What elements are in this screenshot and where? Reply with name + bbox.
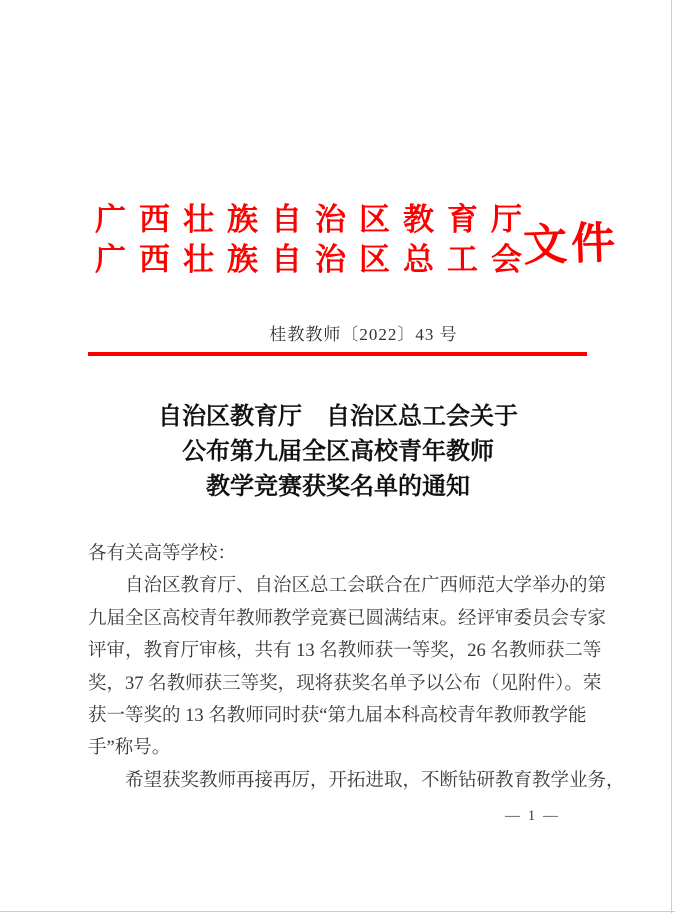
issuing-agency-line2: 广西壮族自治区总工会	[95, 242, 535, 277]
body-line: 自治区教育厅、自治区总工会联合在广西师范大学举办的第	[88, 576, 607, 597]
scan-edge-right	[671, 0, 672, 913]
document-number: 桂教教师〔2022〕43 号	[269, 325, 458, 344]
document-letterhead	[95, 200, 619, 280]
salutation-line: 各有关高等学校：	[88, 544, 237, 564]
issuing-agencies	[95, 200, 535, 280]
body-line: 获一等奖的 13 名教师同时获“第九届本科高校青年教师教学能	[88, 706, 587, 727]
title-line-3: 教学竞赛获奖名单的通知	[206, 474, 470, 500]
body-line: 评审，教育厅审核，共有 13 名教师获一等奖，26 名教师获二等	[88, 641, 602, 662]
scan-edge-bottom	[0, 911, 675, 912]
document-body	[88, 538, 625, 797]
document-title	[88, 400, 588, 505]
body-line: 希望获奖教师再接再厉，开拓进取，不断钻研教育教学业务，	[88, 770, 625, 791]
title-line-2: 公布第九届全区高校青年教师	[182, 439, 494, 465]
page-number: — 1 —	[505, 808, 560, 824]
body-line: 奖，37 名教师获三等奖，现将获奖名单予以公布（见附件）。荣	[88, 673, 602, 694]
title-line-1: 自治区教育厅 自治区总工会关于	[158, 404, 518, 430]
red-divider-line	[88, 352, 587, 356]
document-type-label: 文件	[522, 218, 620, 271]
issuing-agency-line1: 广西壮族自治区教育厅	[95, 202, 535, 237]
body-line: 九届全区高校青年教师教学竞赛已圆满结束。经评审委员会专家	[88, 608, 607, 629]
body-line: 手”称号。	[88, 738, 171, 759]
